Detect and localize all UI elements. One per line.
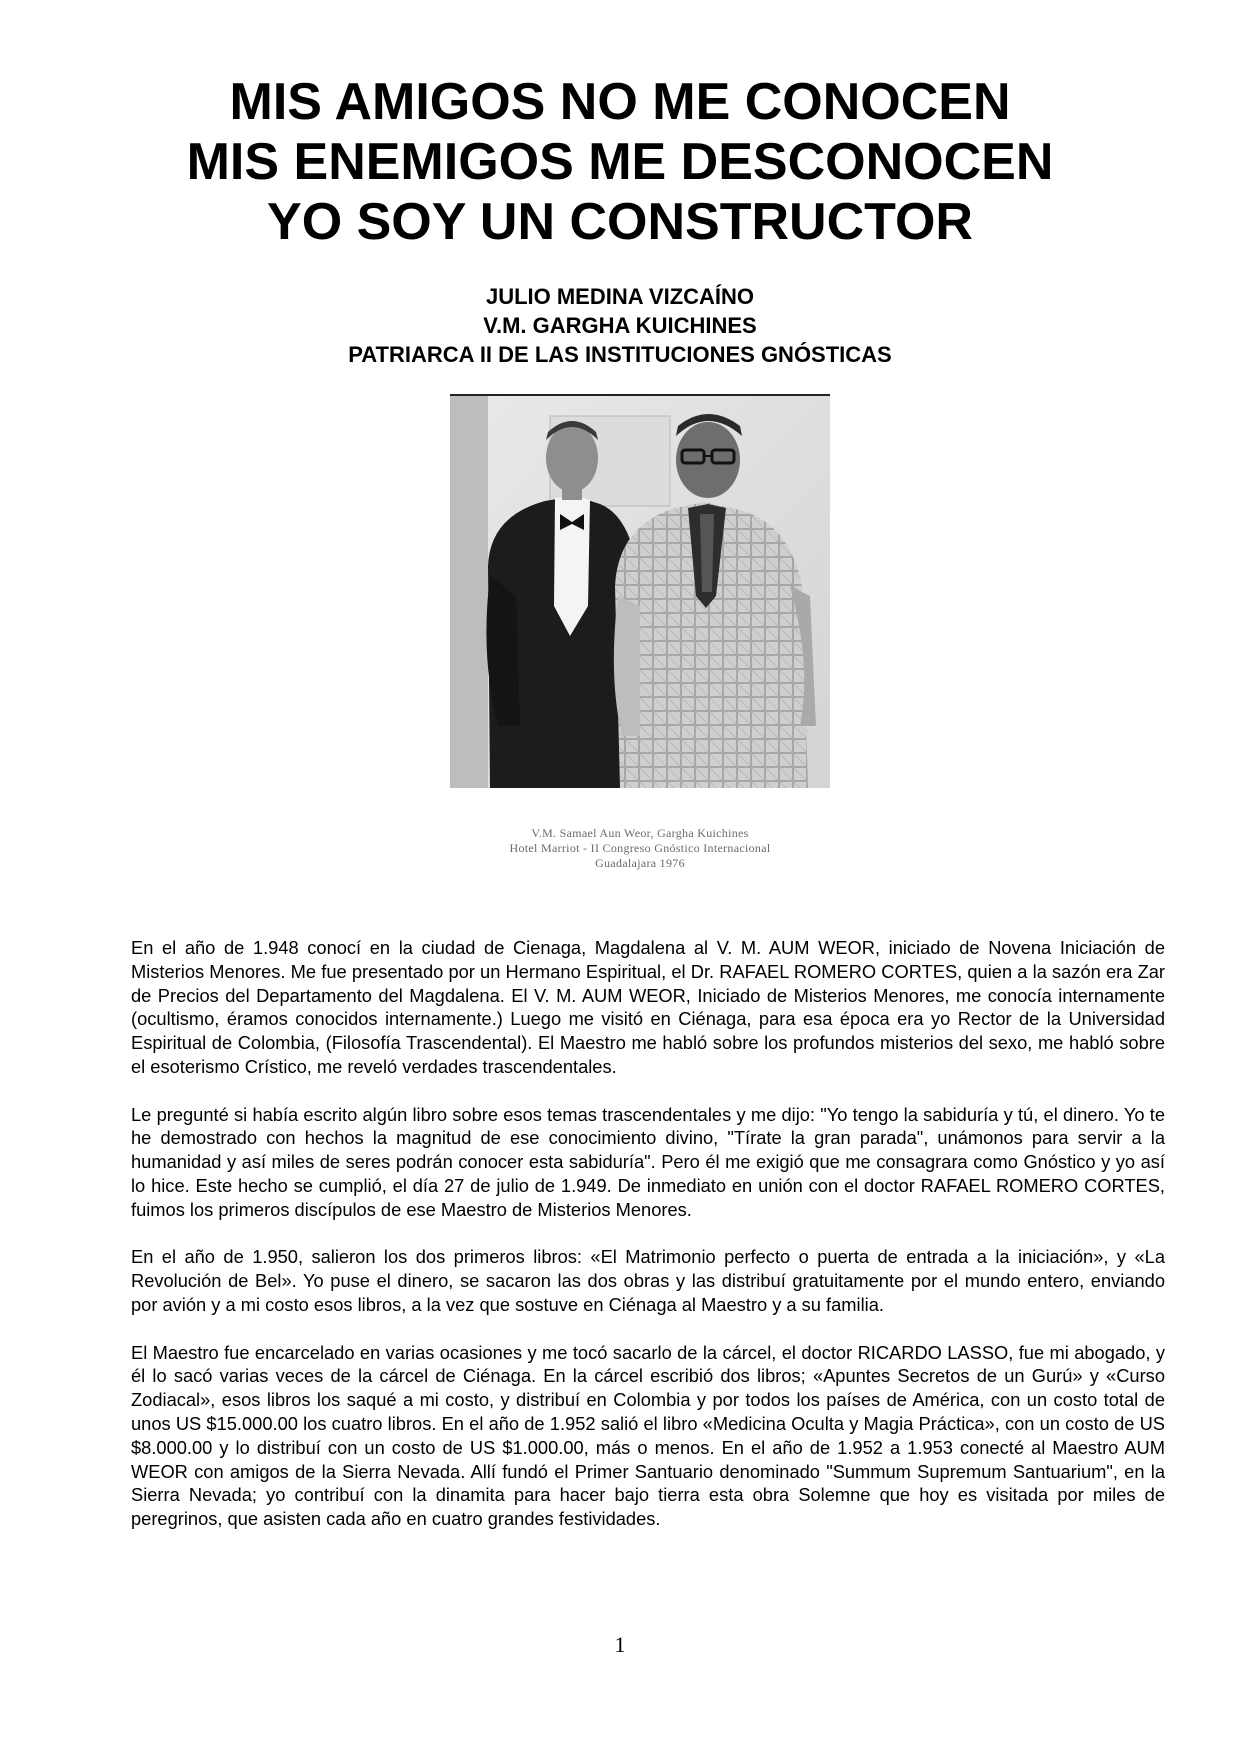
- caption-line: Hotel Marriot - II Congreso Gnóstico Internacional: [509, 841, 771, 855]
- author-name: JULIO MEDINA VIZCAÍNO: [485, 284, 755, 309]
- body-text: [131, 936, 1165, 1555]
- author-role: PATRIARCA II DE LAS INSTITUCIONES GNÓSTICAS: [348, 342, 892, 367]
- page-number: 1: [614, 1632, 626, 1657]
- page-title: [0, 72, 1240, 252]
- caption-line: Guadalajara 1976: [595, 856, 685, 870]
- title-line: MIS AMIGOS NO ME CONOCEN: [229, 73, 1011, 131]
- caption-line: V.M. Samael Aun Weor, Gargha Kuichines: [531, 826, 749, 840]
- title-line: MIS ENEMIGOS ME DESCONOCEN: [186, 133, 1054, 191]
- author-block: [0, 282, 1240, 369]
- title-line: YO SOY UN CONSTRUCTOR: [267, 193, 973, 251]
- paragraph: En el año de 1.948 conocí en la ciudad de Cienaga, Magdalena al V. M. AUM WEOR, iniciado de Novena Iniciación de Misterios Menores. Me fue presentado por un Hermano Espiritual, el Dr. RAFAEL ROMERO CORTES, quien a la sazón era Zar de Precios del Departamento del Magdalena. El V. M. AUM WEOR, Iniciado de Misterios Menores, me conocía internamente (ocultismo, éramos conocidos internamente.) Luego me visitó en Ciénaga, para esa época era yo Rector de la Universidad Espiritual de Colombia, (Filosofía Trascendental). El Maestro me habló sobre los profundos misterios del sexo, me habló sobre el esoterismo Crístico, me reveló verdades trascendentales.: [131, 937, 1165, 1077]
- author-alias: V.M. GARGHA KUICHINES: [483, 313, 757, 338]
- photo-illustration: [450, 396, 830, 788]
- photo-caption: [440, 826, 840, 871]
- photo: [450, 394, 830, 788]
- paragraph: El Maestro fue encarcelado en varias ocasiones y me tocó sacarlo de la cárcel, el doctor RICARDO LASSO, fue mi abogado, y él lo sacó varias veces de la cárcel de Ciénaga. En la cárcel escribió dos libros; «Apuntes Secretos de un Gurú» y «Curso Zodiacal», esos libros los saqué a mi costo, y distribuí en Colombia y por todos los países de América, con un costo total de unos US $15.000.00 los cuatro libros. En el año de 1.952 salió el libro «Medicina Oculta y Magia Práctica», con un costo de US $8.000.00 y lo distribuí con un costo de US $1.000.00, más o menos. En el año de 1.952 a 1.953 conecté al Maestro AUM WEOR con amigos de la Sierra Nevada. Allí fundó el Primer Santuario denominado "Summum Supremum Santuarium", en la Sierra Nevada; yo contribuí con la dinamita para hacer bajo tierra esta obra Solemne que hoy es visitada por miles de peregrinos, que asisten cada año en cuatro grandes festividades.: [131, 1341, 1165, 1530]
- paragraph: En el año de 1.950, salieron los dos primeros libros: «El Matrimonio perfecto o puerta de entrada a la iniciación», y «La Revolución de Bel». Yo puse el dinero, se sacaron las dos obras y las distribuí gratuitamente por el mundo entero, enviando por avión y a mi costo esos libros, a la vez que sostuve en Ciénaga al Maestro y a su familia.: [131, 1246, 1165, 1315]
- paragraph: Le pregunté si había escrito algún libro sobre esos temas trascendentales y me dijo: "Yo tengo la sabiduría y tú, el dinero. Yo te he demostrado con hechos la magnitud de ese conocimiento divino, "Tírate la gran parada", unámonos para servir a la humanidad y así miles de seres podrán conocer esta sabiduría". Pero él me exigió que me consagrara como Gnóstico y yo así lo hice. Este hecho se cumplió, el día 27 de julio de 1.949. De inmediato en unión con el doctor RAFAEL ROMERO CORTES, fuimos los primeros discípulos de ese Maestro de Misterios Menores.: [131, 1103, 1165, 1220]
